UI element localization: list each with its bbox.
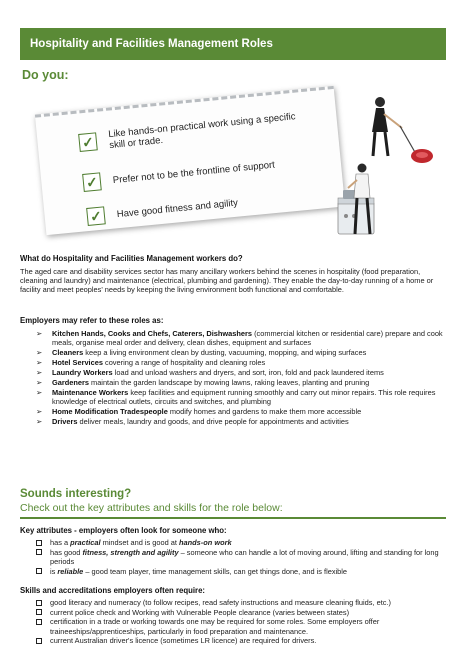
list-item: current Australian driver's licence (sometimes LR licence) are required for drivers. [36, 636, 448, 645]
chef-worker-icon [338, 164, 374, 235]
list-item: ➢ Cleaners keep a living environment clean by dusting, vacuuming, mopping, and wiping surfaces [36, 348, 367, 358]
list-item: ➢ Hotel Services covering a range of hospitality and cleaning roles [36, 358, 266, 368]
arrow-bullet-icon: ➢ [36, 367, 43, 377]
list-item: good literacy and numeracy (to follow recipes, read safety instructions and measure cleaning fluids, etc.) [36, 598, 448, 607]
section-banner [20, 28, 446, 60]
list-item: ➢ Maintenance Workers keep facilities and equipment running smoothly and carry out minor repairs. This role requires knowledge of electrical outlets, circuits and switches, and plumbing [36, 387, 436, 407]
arrow-bullet-icon: ➢ [36, 348, 43, 358]
worker-illustration [310, 84, 450, 244]
what-do-paragraph: The aged care and disability services sector has many ancillary workers behind the scenes in hospitality (food preparation, cleaning and laundry) and maintenance (electrical, plumbing and gardening). They enable the day-to-day running of a home or facility and meet peoples' needs by keeping the living environment both functional and comfortable. [20, 267, 434, 295]
list-item: ➢ Home Modification Tradespeople modify homes and gardens to make them more accessible [36, 406, 362, 416]
checkbox-icon [36, 540, 42, 546]
list-item: ➢ Kitchen Hands, Cooks and Chefs, Caterers, Dishwashers (commercial kitchen or residential care) prepare and cook meals, organise meal order and delivery, clean dishes, equipment and surfaces [36, 329, 443, 348]
roles-heading: Employers may refer to these roles as: [20, 316, 164, 325]
check-text-1: Like hands-on practical work using a specific skill or trade. [107, 111, 296, 152]
check-mark-icon: ✓ [82, 172, 102, 192]
checkbox-icon [36, 549, 42, 555]
check-text-3: Have good fitness and agility [116, 197, 239, 220]
what-do-heading: What do Hospitality and Facilities Management workers do? [20, 254, 243, 263]
arrow-bullet-icon: ➢ [36, 387, 43, 397]
arrow-bullet-icon: ➢ [36, 406, 43, 416]
section-divider [20, 517, 446, 519]
arrow-bullet-icon: ➢ [36, 416, 43, 426]
check-text-2: Prefer not to be the frontline of support [112, 159, 276, 186]
checkbox-icon [36, 619, 42, 625]
list-item: has good fitness, strength and agility – someone who can handle a lot of moving around, lifting and standing for long periods [36, 548, 448, 566]
checkbox-icon [36, 638, 42, 644]
do-you-heading: Do you: [22, 68, 69, 82]
checkbox-icon [36, 568, 42, 574]
list-item: certification in a trade or working towards one may be required for some roles. Some employers offer traineeships/apprenticeships, particularly in food preparation and maintenance. [36, 617, 448, 635]
attributes-heading: Key attributes - employers often look for someone who: [20, 526, 227, 535]
check-mark-icon: ✓ [78, 132, 98, 152]
list-item: current police check and Working with Vulnerable People clearance (varies between states) [36, 608, 448, 617]
sounds-interesting-heading: Sounds interesting? [20, 488, 132, 500]
arrow-bullet-icon: ➢ [36, 377, 43, 387]
checkbox-icon [36, 609, 42, 615]
list-item: has a practical mindset and is good at hands-on work [36, 538, 448, 547]
attributes-list [36, 538, 448, 576]
arrow-bullet-icon: ➢ [36, 329, 43, 338]
skills-heading: Skills and accreditations employers often require: [20, 586, 206, 595]
list-item: ➢ Drivers deliver meals, laundry and goods, and drive people for appointments and activities [36, 416, 349, 426]
vacuuming-worker-icon [372, 97, 433, 163]
checklist-illustration [25, 84, 450, 244]
roles-list [36, 329, 450, 427]
banner-title: Hospitality and Facilities Management Roles [30, 38, 273, 50]
arrow-bullet-icon: ➢ [36, 358, 43, 368]
list-item: ➢ Laundry Workers load and unload washers and dryers, and sort, iron, fold and pack laundered items [36, 367, 384, 377]
checkbox-icon [36, 600, 42, 606]
list-item: ➢ Gardeners maintain the garden landscape by mowing lawns, raking leaves, planting and pruning [36, 377, 370, 387]
check-out-subheading: Check out the key attributes and skills for the role below: [20, 502, 283, 514]
skills-list [36, 598, 448, 646]
list-item: is reliable – good team player, time management skills, can get things done, and is flexible [36, 567, 448, 576]
check-mark-icon: ✓ [86, 206, 106, 226]
